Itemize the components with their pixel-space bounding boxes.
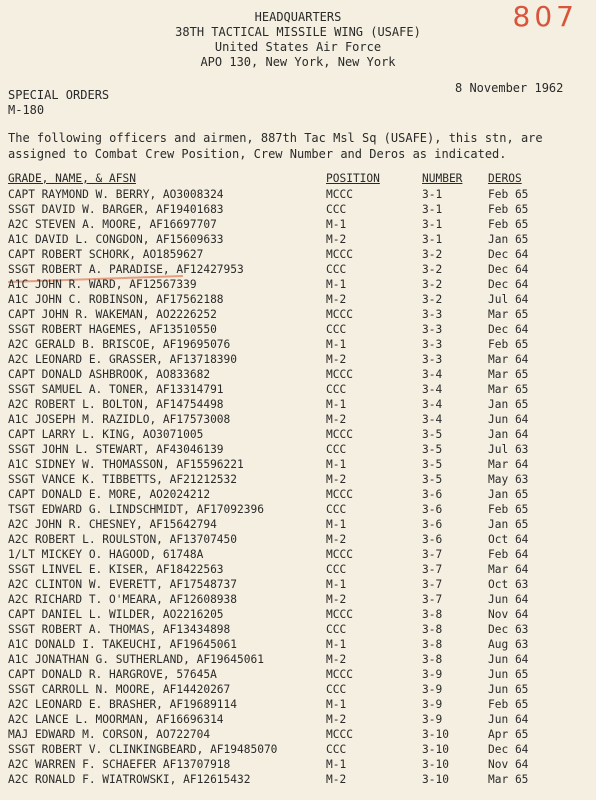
table-row (8, 532, 588, 547)
header-number: NUMBER (422, 172, 463, 185)
cell-position: CCC (326, 263, 347, 276)
cell-deros: Dec 64 (488, 323, 529, 336)
table-row (8, 187, 588, 202)
cell-number: 3-2 (422, 293, 443, 306)
cell-number: 3-9 (422, 698, 443, 711)
cell-number: 3-7 (422, 563, 443, 576)
cell-name: CAPT DANIEL L. WILDER, AO2216205 (8, 608, 224, 621)
cell-number: 3-2 (422, 248, 443, 261)
cell-deros: Feb 65 (488, 218, 529, 231)
table-row (8, 292, 588, 307)
cell-name: A2C JOHN R. CHESNEY, AF15642794 (8, 518, 217, 531)
cell-deros: Jul 63 (488, 443, 529, 456)
cell-name: A2C LEONARD E. GRASSER, AF13718390 (8, 353, 238, 366)
cell-deros: Dec 63 (488, 623, 529, 636)
cell-position: CCC (326, 383, 347, 396)
cell-deros: Jun 64 (488, 713, 529, 726)
table-row (8, 307, 588, 322)
table-row (8, 682, 588, 697)
cell-position: CCC (326, 503, 347, 516)
cell-position: M-1 (326, 638, 347, 651)
cell-name: A2C RICHARD T. O'MEARA, AF12608938 (8, 593, 238, 606)
table-row (8, 202, 588, 217)
cell-name: SSGT CARROLL N. MOORE, AF14420267 (8, 683, 231, 696)
cell-position: M-1 (326, 278, 347, 291)
cell-position: MCCC (326, 668, 353, 681)
cell-deros: Mar 65 (488, 368, 529, 381)
table-row (8, 322, 588, 337)
table-row (8, 712, 588, 727)
cell-number: 3-10 (422, 743, 449, 756)
cell-position: M-1 (326, 698, 347, 711)
cell-position: M-2 (326, 473, 347, 486)
table-row (8, 607, 588, 622)
cell-number: 3-10 (422, 773, 449, 786)
cell-position: MCCC (326, 308, 353, 321)
table-row (8, 427, 588, 442)
cell-name: TSGT EDWARD G. LINDSCHMIDT, AF17092396 (8, 503, 264, 516)
cell-position: CCC (326, 203, 347, 216)
cell-number: 3-5 (422, 458, 443, 471)
cell-name: CAPT RAYMOND W. BERRY, AO3008324 (8, 188, 224, 201)
table-row (8, 772, 588, 787)
cell-name: CAPT DONALD R. HARGROVE, 57645A (8, 668, 217, 681)
table-row (8, 547, 588, 562)
intro-paragraph: The following officers and airmen, 887th Tac Msl Sq (USAFE), this stn, are assigned to Combat Crew Position, Crew Number and Deros as indicated. (8, 131, 543, 161)
cell-position: MCCC (326, 608, 353, 621)
table-row (8, 367, 588, 382)
cell-deros: Oct 63 (488, 578, 529, 591)
cell-position: MCCC (326, 548, 353, 561)
cell-deros: Jun 64 (488, 653, 529, 666)
cell-deros: Dec 64 (488, 263, 529, 276)
cell-position: M-1 (326, 458, 347, 471)
cell-deros: Feb 65 (488, 698, 529, 711)
cell-position: M-2 (326, 353, 347, 366)
orders-block (8, 88, 109, 118)
cell-number: 3-7 (422, 548, 443, 561)
cell-deros: Mar 65 (488, 773, 529, 786)
cell-number: 3-5 (422, 473, 443, 486)
cell-deros: Mar 64 (488, 353, 529, 366)
cell-position: M-1 (326, 338, 347, 351)
cell-position: M-2 (326, 593, 347, 606)
cell-number: 3-1 (422, 233, 443, 246)
cell-deros: Jun 64 (488, 593, 529, 606)
cell-position: MCCC (326, 368, 353, 381)
cell-position: M-2 (326, 233, 347, 246)
orders-number: M-180 (8, 103, 45, 117)
table-row (8, 472, 588, 487)
cell-name: CAPT ROBERT SCHORK, AO1859627 (8, 248, 204, 261)
header-deros: DEROS (488, 172, 522, 185)
orders-title: SPECIAL ORDERS (8, 88, 110, 102)
cell-deros: Jan 65 (488, 518, 529, 531)
cell-number: 3-7 (422, 593, 443, 606)
table-row (8, 742, 588, 757)
cell-position: M-2 (326, 293, 347, 306)
table-row (8, 727, 588, 742)
cell-position: M-2 (326, 653, 347, 666)
letterhead (0, 10, 596, 70)
letterhead-line-3: United States Air Force (214, 40, 382, 54)
cell-number: 3-5 (422, 428, 443, 441)
cell-position: M-1 (326, 398, 347, 411)
cell-deros: Jun 65 (488, 668, 529, 681)
table-row (8, 247, 588, 262)
table-row (8, 412, 588, 427)
cell-position: M-2 (326, 413, 347, 426)
cell-deros: Dec 64 (488, 278, 529, 291)
cell-deros: Feb 65 (488, 338, 529, 351)
table-row (8, 397, 588, 412)
cell-number: 3-10 (422, 758, 449, 771)
cell-name: A1C JOSEPH M. RAZIDLO, AF17573008 (8, 413, 231, 426)
table-header-row (8, 171, 588, 186)
cell-name: SSGT ROBERT A. THOMAS, AF13434898 (8, 623, 231, 636)
cell-name: A1C SIDNEY W. THOMASSON, AF15596221 (8, 458, 244, 471)
table-row (8, 487, 588, 502)
cell-name: A2C GERALD B. BRISCOE, AF19695076 (8, 338, 231, 351)
cell-number: 3-3 (422, 338, 443, 351)
table-row (8, 637, 588, 652)
cell-number: 3-3 (422, 308, 443, 321)
cell-name: A2C RONALD F. WIATROWSKI, AF12615432 (8, 773, 251, 786)
cell-deros: Oct 64 (488, 533, 529, 546)
cell-deros: Nov 64 (488, 608, 529, 621)
cell-name: A1C JONATHAN G. SUTHERLAND, AF19645061 (8, 653, 264, 666)
cell-deros: Feb 65 (488, 503, 529, 516)
cell-number: 3-7 (422, 578, 443, 591)
cell-deros: Mar 64 (488, 563, 529, 576)
cell-deros: Jan 64 (488, 428, 529, 441)
cell-number: 3-8 (422, 608, 443, 621)
cell-number: 3-8 (422, 623, 443, 636)
cell-number: 3-9 (422, 713, 443, 726)
cell-name: SSGT SAMUEL A. TONER, AF13314791 (8, 383, 224, 396)
cell-name: A1C DAVID L. CONGDON, AF15609633 (8, 233, 224, 246)
cell-deros: Jun 64 (488, 413, 529, 426)
header-position: POSITION (326, 172, 380, 185)
cell-name: A1C JOHN R. WARD, AF12567339 (8, 278, 197, 291)
cell-number: 3-1 (422, 203, 443, 216)
table-row (8, 517, 588, 532)
cell-position: CCC (326, 443, 347, 456)
cell-position: MCCC (326, 428, 353, 441)
cell-deros: May 63 (488, 473, 529, 486)
cell-name: A2C STEVEN A. MOORE, AF16697707 (8, 218, 217, 231)
cell-position: CCC (326, 563, 347, 576)
cell-number: 3-6 (422, 533, 443, 546)
cell-number: 3-4 (422, 383, 443, 396)
cell-deros: Jan 65 (488, 233, 529, 246)
table-row (8, 592, 588, 607)
cell-number: 3-1 (422, 218, 443, 231)
cell-number: 3-5 (422, 443, 443, 456)
cell-position: MCCC (326, 728, 353, 741)
cell-name: A2C LEONARD E. BRASHER, AF19689114 (8, 698, 238, 711)
cell-number: 3-2 (422, 278, 443, 291)
cell-name: A1C JOHN C. ROBINSON, AF17562188 (8, 293, 224, 306)
cell-number: 3-6 (422, 503, 443, 516)
cell-position: MCCC (326, 488, 353, 501)
cell-name: CAPT LARRY L. KING, AO3071005 (8, 428, 204, 441)
cell-position: MCCC (326, 188, 353, 201)
table-row (8, 277, 588, 292)
cell-name: SSGT ROBERT V. CLINKINGBEARD, AF19485070 (8, 743, 278, 756)
table-row (8, 652, 588, 667)
order-date: 8 November 1962 (455, 81, 564, 95)
cell-position: M-1 (326, 578, 347, 591)
letterhead-line-1: HEADQUARTERS (254, 10, 342, 24)
cell-deros: Feb 65 (488, 203, 529, 216)
roster-table (8, 171, 588, 787)
cell-deros: Feb 64 (488, 548, 529, 561)
cell-name: CAPT JOHN R. WAKEMAN, AO2226252 (8, 308, 217, 321)
cell-name: SSGT LINVEL E. KISER, AF18422563 (8, 563, 224, 576)
cell-position: MCCC (326, 248, 353, 261)
cell-number: 3-6 (422, 488, 443, 501)
cell-name: SSGT VANCE K. TIBBETTS, AF21212532 (8, 473, 238, 486)
cell-number: 3-4 (422, 413, 443, 426)
cell-number: 3-9 (422, 683, 443, 696)
cell-number: 3-3 (422, 323, 443, 336)
cell-name: A2C ROBERT L. BOLTON, AF14754498 (8, 398, 224, 411)
table-row (8, 577, 588, 592)
cell-deros: Dec 64 (488, 743, 529, 756)
table-row (8, 337, 588, 352)
cell-deros: Mar 65 (488, 308, 529, 321)
cell-name: MAJ EDWARD M. CORSON, AO722704 (8, 728, 211, 741)
cell-number: 3-4 (422, 398, 443, 411)
cell-position: CCC (326, 683, 347, 696)
cell-deros: Jan 65 (488, 398, 529, 411)
table-row (8, 442, 588, 457)
cell-name: SSGT ROBERT A. PARADISE, AF12427953 (8, 263, 244, 276)
table-row (8, 352, 588, 367)
cell-number: 3-4 (422, 368, 443, 381)
handwritten-note: 807 (512, 0, 578, 33)
cell-position: M-2 (326, 533, 347, 546)
cell-name: SSGT JOHN L. STEWART, AF43046139 (8, 443, 224, 456)
cell-number: 3-1 (422, 188, 443, 201)
table-row (8, 262, 588, 277)
cell-name: CAPT DONALD ASHBROOK, AO833682 (8, 368, 211, 381)
cell-name: SSGT ROBERT HAGEMES, AF13510550 (8, 323, 217, 336)
table-row (8, 697, 588, 712)
cell-deros: Mar 65 (488, 383, 529, 396)
cell-deros: Feb 65 (488, 188, 529, 201)
cell-position: M-1 (326, 518, 347, 531)
cell-position: CCC (326, 623, 347, 636)
table-row (8, 757, 588, 772)
cell-name: CAPT DONALD E. MORE, AO2024212 (8, 488, 211, 501)
cell-number: 3-8 (422, 653, 443, 666)
cell-name: A2C LANCE L. MOORMAN, AF16696314 (8, 713, 224, 726)
table-row (8, 562, 588, 577)
cell-number: 3-3 (422, 353, 443, 366)
cell-deros: Aug 63 (488, 638, 529, 651)
cell-position: CCC (326, 323, 347, 336)
cell-deros: Apr 65 (488, 728, 529, 741)
header-name: GRADE, NAME, & AFSN (8, 172, 136, 185)
cell-number: 3-8 (422, 638, 443, 651)
cell-number: 3-9 (422, 668, 443, 681)
letterhead-line-2: 38TH TACTICAL MISSILE WING (USAFE) (175, 25, 421, 39)
cell-name: A2C WARREN F. SCHAEFER AF13707918 (8, 758, 231, 771)
cell-number: 3-6 (422, 518, 443, 531)
cell-name: A2C ROBERT L. ROULSTON, AF13707450 (8, 533, 238, 546)
cell-position: CCC (326, 743, 347, 756)
table-row (8, 667, 588, 682)
cell-deros: Nov 64 (488, 758, 529, 771)
cell-position: M-1 (326, 218, 347, 231)
table-row (8, 382, 588, 397)
cell-deros: Jul 64 (488, 293, 529, 306)
cell-deros: Dec 64 (488, 248, 529, 261)
cell-name: 1/LT MICKEY O. HAGOOD, 61748A (8, 548, 204, 561)
cell-name: SSGT DAVID W. BARGER, AF19401683 (8, 203, 224, 216)
table-row (8, 622, 588, 637)
letterhead-line-4: APO 130, New York, New York (200, 55, 396, 69)
table-row (8, 457, 588, 472)
cell-number: 3-2 (422, 263, 443, 276)
cell-name: A2C CLINTON W. EVERETT, AF17548737 (8, 578, 238, 591)
cell-position: M-1 (326, 758, 347, 771)
table-row (8, 502, 588, 517)
cell-deros: Mar 64 (488, 458, 529, 471)
cell-position: M-2 (326, 713, 347, 726)
cell-position: M-2 (326, 773, 347, 786)
table-row (8, 232, 588, 247)
cell-deros: Jan 65 (488, 488, 529, 501)
cell-number: 3-10 (422, 728, 449, 741)
cell-deros: Jun 65 (488, 683, 529, 696)
cell-name: A1C DONALD I. TAKEUCHI, AF19645061 (8, 638, 238, 651)
table-row (8, 217, 588, 232)
